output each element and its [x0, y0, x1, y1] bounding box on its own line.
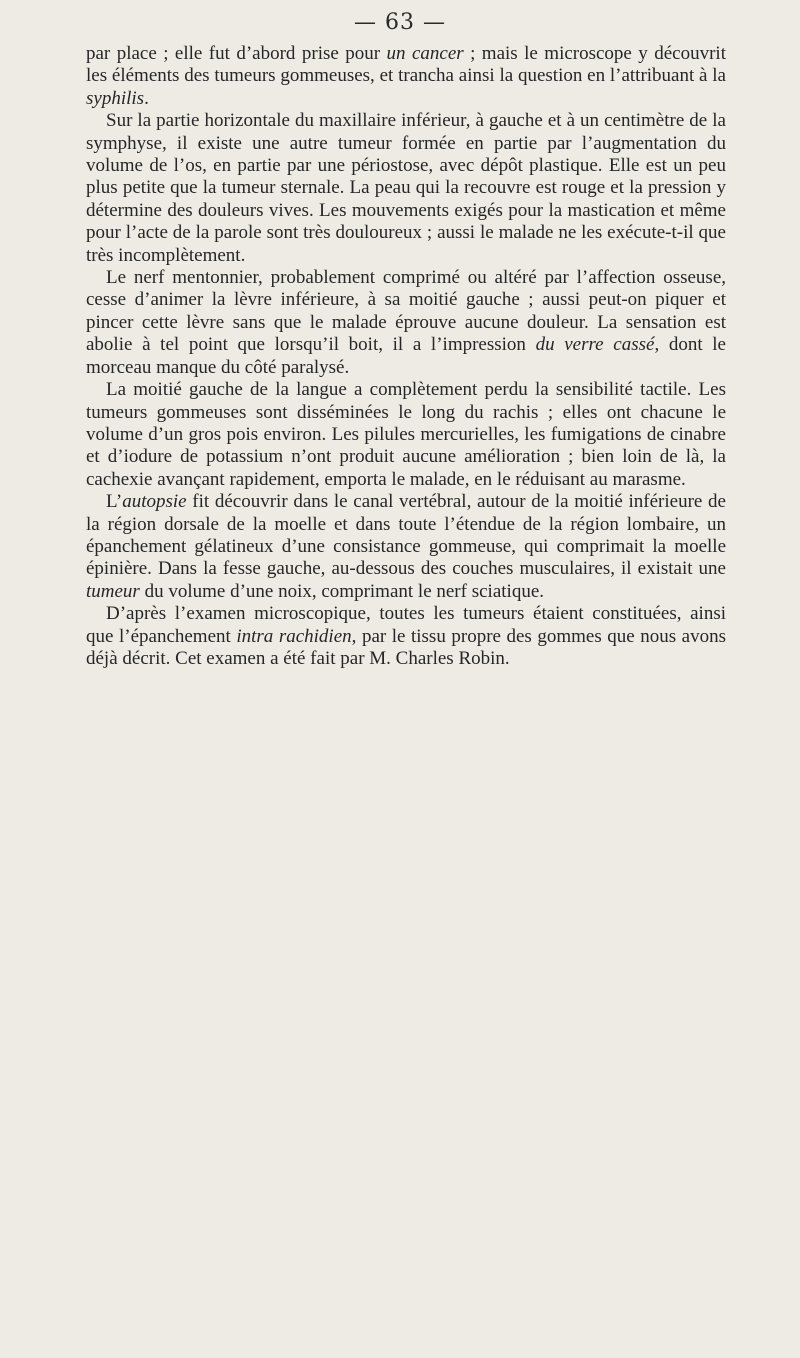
italic-run: autopsie	[122, 491, 187, 513]
italic-run: tumeur	[86, 580, 140, 602]
paragraph	[86, 110, 726, 267]
paragraph	[86, 267, 726, 379]
text-run: L’	[106, 491, 123, 513]
text-run: Sur la partie horizontale du maxillaire inférieur, à gauche et à un centimètre de la symphyse, il existe une autre tumeur formée en partie par l’augmentation du volume de l’os, en partie par une périostose, avec dépôt plastique. Elle est un peu plus petite que la tumeur sternale. La peau qui la recouvre est rouge et la pression y détermine des douleurs vives. Les mouvements exigés pour la mastication et même pour l’acte de la parole sont très douloureux ; aussi le malade ne les exécute-t-il que très incomplètement.	[86, 110, 726, 266]
italic-run: un cancer	[386, 43, 464, 64]
text-run: du volume d’une noix, comprimant le nerf sciatique.	[139, 580, 544, 602]
text-run: La moitié gauche de la langue a complètement perdu la sensibilité tactile. Les tumeurs gommeuses sont disséminées le long du rachis ; elles ont chacune le volume d’un gros pois environ. Les pilules mercurielles, les fumigations de cinabre et d’iodure de potassium n’ont produit aucune amélioration ; bien loin de là, la cachexie avançant rapidement, emporta le malade, en le réduisant au marasme.	[86, 379, 726, 490]
italic-run: du verre cassé	[535, 334, 655, 356]
page-number: — 63 —	[354, 10, 446, 35]
body-text	[86, 43, 726, 670]
paragraph	[86, 603, 726, 670]
paragraph	[86, 491, 726, 603]
text-run: ; mais le microscope y découvrit les éléments des tumeurs gommeuses, et trancha ainsi la question en l’attribuant à la	[86, 43, 726, 87]
italic-run: syphilis	[86, 87, 145, 109]
paragraph	[86, 43, 726, 110]
text-run: fit découvrir dans le canal vertébral, autour de la moitié inférieure de la région dorsale de la moelle et dans toute l’étendue de la région lombaire, un épanchement gélatineux d’une consistance gommeuse, qui comprimait la moelle épinière. Dans la fesse gauche, au-dessous des couches musculaires, il existait une	[86, 491, 726, 580]
paragraph	[86, 379, 726, 491]
text-run: .	[144, 87, 149, 109]
text-run: Le nerf mentonnier, probablement comprimé ou altéré par l’affection osseuse, cesse d’animer la lèvre inférieure, à sa moitié gauche ; aussi peut-on piquer et pincer cette lèvre sans que le malade éprouve aucune douleur. La sensation est abolie à tel point que lorsqu’il boit, il a l’impression	[86, 267, 726, 356]
text-run: D’après l’examen microscopique, toutes les tumeurs étaient constituées, ainsi que l’épanchement	[86, 603, 726, 647]
text-run: par place ; elle fut d’abord prise pour	[86, 43, 387, 64]
text-run: , par le tissu propre des gommes que nous avons déjà décrit. Cet examen a été fait par M. Charles Robin.	[86, 625, 726, 669]
text-run: , dont le morceau manque du côté paralysé.	[86, 334, 726, 378]
italic-run: intra rachidien	[236, 625, 352, 647]
